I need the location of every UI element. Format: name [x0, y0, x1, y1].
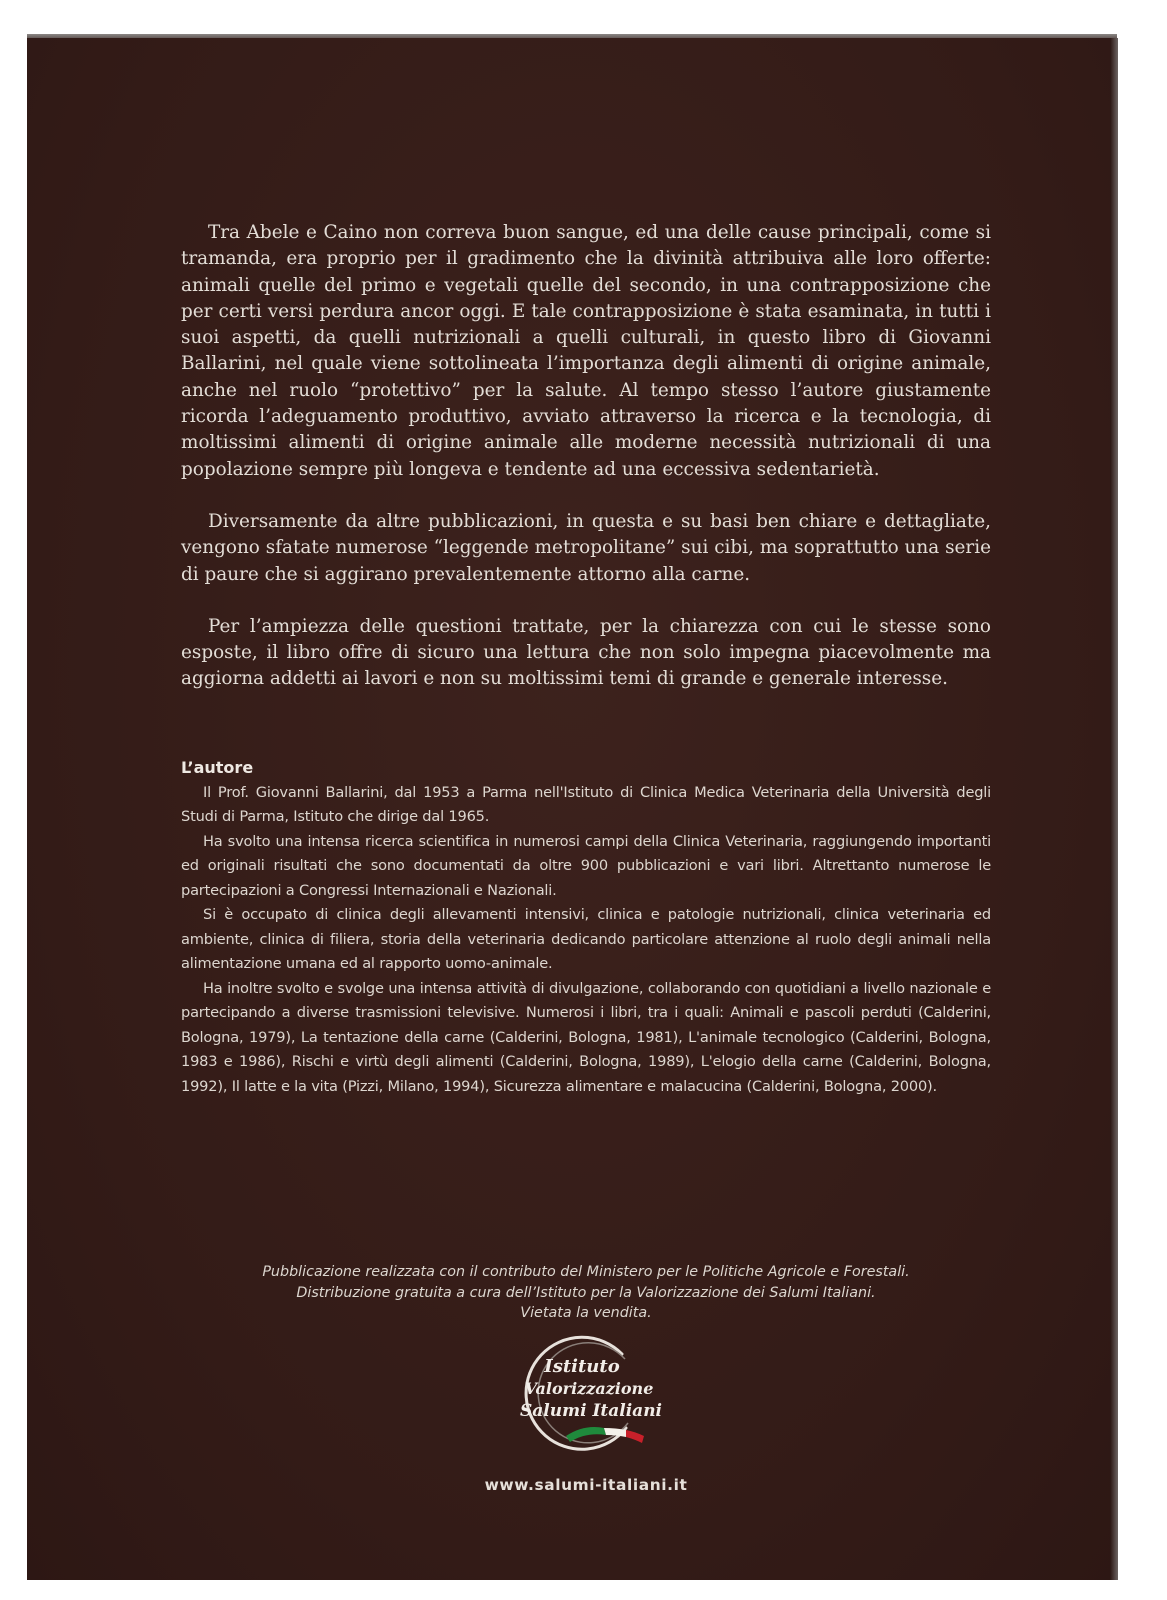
svg-text:Salumi Italiani: Salumi Italiani	[519, 1401, 663, 1421]
author-bio	[181, 756, 991, 1099]
cover-right-edge	[1110, 38, 1118, 1580]
book-blurb	[181, 220, 991, 719]
svg-text:Istituto: Istituto	[544, 1356, 620, 1377]
author-paragraph: Ha inoltre svolto e svolge una intensa attività di divulgazione, collaborando con quotidiani a livello nazionale e partecipando a diverse trasmissioni televisive. Numerosi i libri, tra i quali: Animali e pascoli perduti (Calderini, Bologna, 1979), La tentazione della carne (Calderini, Bologna, 1981), L'animale tecnologico (Calderini, Bologna, 1983 e 1986), Rischi e virtù degli alimenti (Calderini, Bologna, 1989), L'elogio della carne (Calderini, Bologna, 1992), Il latte e la vita (Pizzi, Milano, 1994), Sicurezza alimentare e malacucina (Calderini, Bologna, 2000).	[181, 979, 991, 1095]
author-paragraph: Ha svolto una intensa ricerca scientifica in numerosi campi della Clinica Veterinaria, raggiungendo importanti ed originali risultati che sono documentati da oltre 900 pubblicazioni e vari libri. Altrettanto numerose le partecipazioni a Congressi Internazionali e Nazionali.	[181, 832, 991, 899]
blurb-paragraph: Diversamente da altre pubblicazioni, in questa e su basi ben chiare e dettagliate, vengono sfatate numerose “leggende metropolitane” sui cibi, ma soprattutto una serie di paure che si aggirano prevalentemente attorno alla carne.	[181, 510, 991, 585]
salumi-italiani-logo	[514, 1332, 664, 1458]
blurb-paragraph: Per l’ampiezza delle questioni trattate, per la chiarezza con cui le stesse sono esposte, il libro offre di sicuro una lettura che non solo impegna piacevolmente ma aggiorna addetti ai lavori e non su moltissimi temi di grande e generale interesse.	[181, 615, 991, 690]
author-heading: L’autore	[181, 758, 254, 777]
credit-line: Distribuzione gratuita a cura dell’Istituto per la Valorizzazione dei Salumi Italiani.	[296, 1284, 876, 1301]
author-paragraph: Si è occupato di clinica degli allevamenti intensivi, clinica e patologie nutrizionali, clinica veterinaria ed ambiente, clinica di filiera, storia della veterinaria dedicando particolare attenzione al ruolo degli animali nella alimentazione umana ed al rapporto uomo-animale.	[181, 906, 991, 972]
author-paragraph: Il Prof. Giovanni Ballarini, dal 1953 a Parma nell'Istituto di Clinica Medica Veterinaria della Università degli Studi di Parma, Istituto che dirige dal 1965.	[181, 783, 991, 825]
svg-text:Valorizzazione: Valorizzazione	[524, 1379, 654, 1398]
website-url[interactable]: www.salumi-italiani.it	[484, 1476, 688, 1494]
credit-line: Pubblicazione realizzata con il contributo del Ministero per le Politiche Agricole e Forestali.	[262, 1264, 910, 1280]
credit-line: Vietata la vendita.	[520, 1305, 652, 1321]
blurb-paragraph: Tra Abele e Caino non correva buon sangue, ed una delle cause principali, come si tramanda, era proprio per il gradimento che la divinità attribuiva alle loro offerte: animali quelle del primo e vegetali quelle del secondo, in una contrapposizione che per certi versi perdura ancor oggi. E tale contrapposizione è stata esaminata, in tutti i suoi aspetti, da quelli nutrizionali a quelli culturali, in questo libro di Giovanni Ballarini, nel quale viene sottolineata l’importanza degli alimenti di origine animale, anche nel ruolo “protettivo” per la salute. Al tempo stesso l’autore giustamente ricorda l’adeguamento produttivo, avviato attraverso la ricerca e la tecnologia, di moltissimi alimenti di origine animale alle moderne necessità nutrizionali di una popolazione sempre più longeva e tendente ad una eccessiva sedentarietà.	[181, 222, 991, 480]
publication-credits	[181, 1262, 991, 1324]
